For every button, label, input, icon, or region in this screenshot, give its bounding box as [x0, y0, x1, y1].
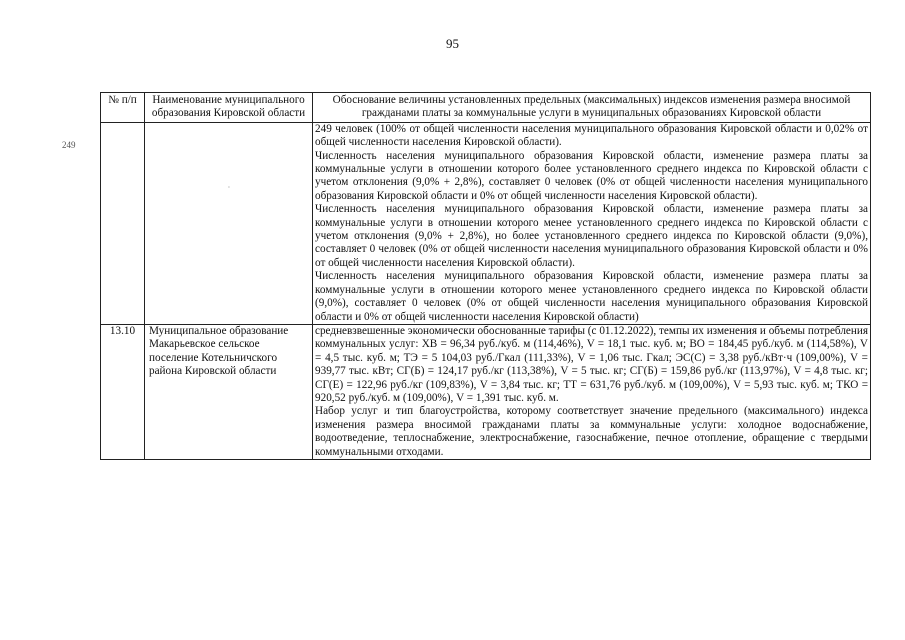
row-justification-cell	[313, 122, 871, 324]
row-number-cell: 13.10	[101, 324, 145, 459]
row-justification-cell	[313, 324, 871, 459]
justification-paragraph: Численность населения муниципального образования Кировской области, изменение размера платы за коммунальные услуги в отношении которого менее установленного среднего индекса по Кировской области (9,0%), составляет 0 человек (0% от общей численности населения муниципального образования Кировской области и 0% от общей численности населения Кировской области)	[315, 270, 868, 323]
header-municipality-name: Наименование муниципального образования Кировской области	[145, 93, 313, 123]
table-row	[101, 324, 871, 459]
row-name-cell: Муниципальное образование Макарьевское сельское поселение Котельничского района Кировской области	[145, 324, 313, 459]
header-number: № п/п	[101, 93, 145, 123]
row-name-cell	[145, 122, 313, 324]
tariff-index-table	[100, 92, 871, 460]
justification-paragraph: 249 человек (100% от общей численности населения муниципального образования Кировской области и 0,02% от общей численности населения Кировской области).	[315, 122, 868, 149]
justification-paragraph: средневзвешенные экономически обоснованные тарифы (с 01.12.2022), темпы их изменения и объемы потребления коммунальных услуг: ХВ = 96,34 руб./куб. м (114,46%), V = 18,1 тыс. куб. м; ВО = 184,45 руб./куб. м (114,58%), V = 4,5 тыс. куб. м; ТЭ = 5 104,03 руб./Гкал (111,33%), V = 1,06 тыс. Гкал; ЭС(С) = 3,38 руб./кВт·ч (109,00%), V = 939,77 тыс. кВт; СГ(Б) = 124,17 руб./кг (113,38%), V = 5 тыс. кг; СГ(Б) = 159,86 руб./кг (113,97%), V = 4,8 тыс. кг; СГ(Е) = 122,96 руб./кг (109,83%), V = 3,84 тыс. кг; ТТ = 631,76 руб./куб. м (109,00%), V = 5,93 тыс. куб. м; ТКО = 920,52 руб./куб. м (109,00%), V = 1,391 тыс. куб. м.	[315, 324, 868, 404]
justification-paragraph: Численность населения муниципального образования Кировской области, изменение размера платы за коммунальные услуги в отношении которого менее установленного среднего индекса по Кировской области с учетом отклонения (9,0% + 2,8%), но более установленного среднего индекса по Кировской области (9,0%), составляет 0 человек (0% от общей численности населения муниципального образования Кировской области и 0% от общей численности населения Кировской области).	[315, 203, 868, 269]
stray-scan-mark: 249	[62, 140, 76, 150]
header-justification: Обоснование величины установленных предельных (максимальных) индексов изменения размера вносимой гражданами платы за коммунальные услуги в муниципальных образованиях Кировской области	[313, 93, 871, 123]
page-number: 95	[446, 36, 459, 51]
justification-paragraph: Набор услуг и тип благоустройства, которому соответствует значение предельного (максимального) индекса изменения размера вносимой гражданами платы за коммунальные услуги: холодное водоснабжение, водоотведение, теплоснабжение, электроснабжение, газоснабжение, печное отопление, обращение с твердыми коммунальными отходами.	[315, 405, 868, 458]
table-row	[101, 122, 871, 324]
justification-paragraph: Численность населения муниципального образования Кировской области, изменение размера платы за коммунальные услуги в отношении которого более установленного среднего индекса по Кировской области с учетом отклонения (9,0% + 2,8%), составляет 0 человек (0% от общей численности населения муниципального образования Кировской области и 0% от общей численности населения Кировской области).	[315, 149, 868, 202]
table-header-row	[101, 93, 871, 123]
row-number-cell	[101, 122, 145, 324]
scan-dot: ·	[227, 182, 231, 192]
